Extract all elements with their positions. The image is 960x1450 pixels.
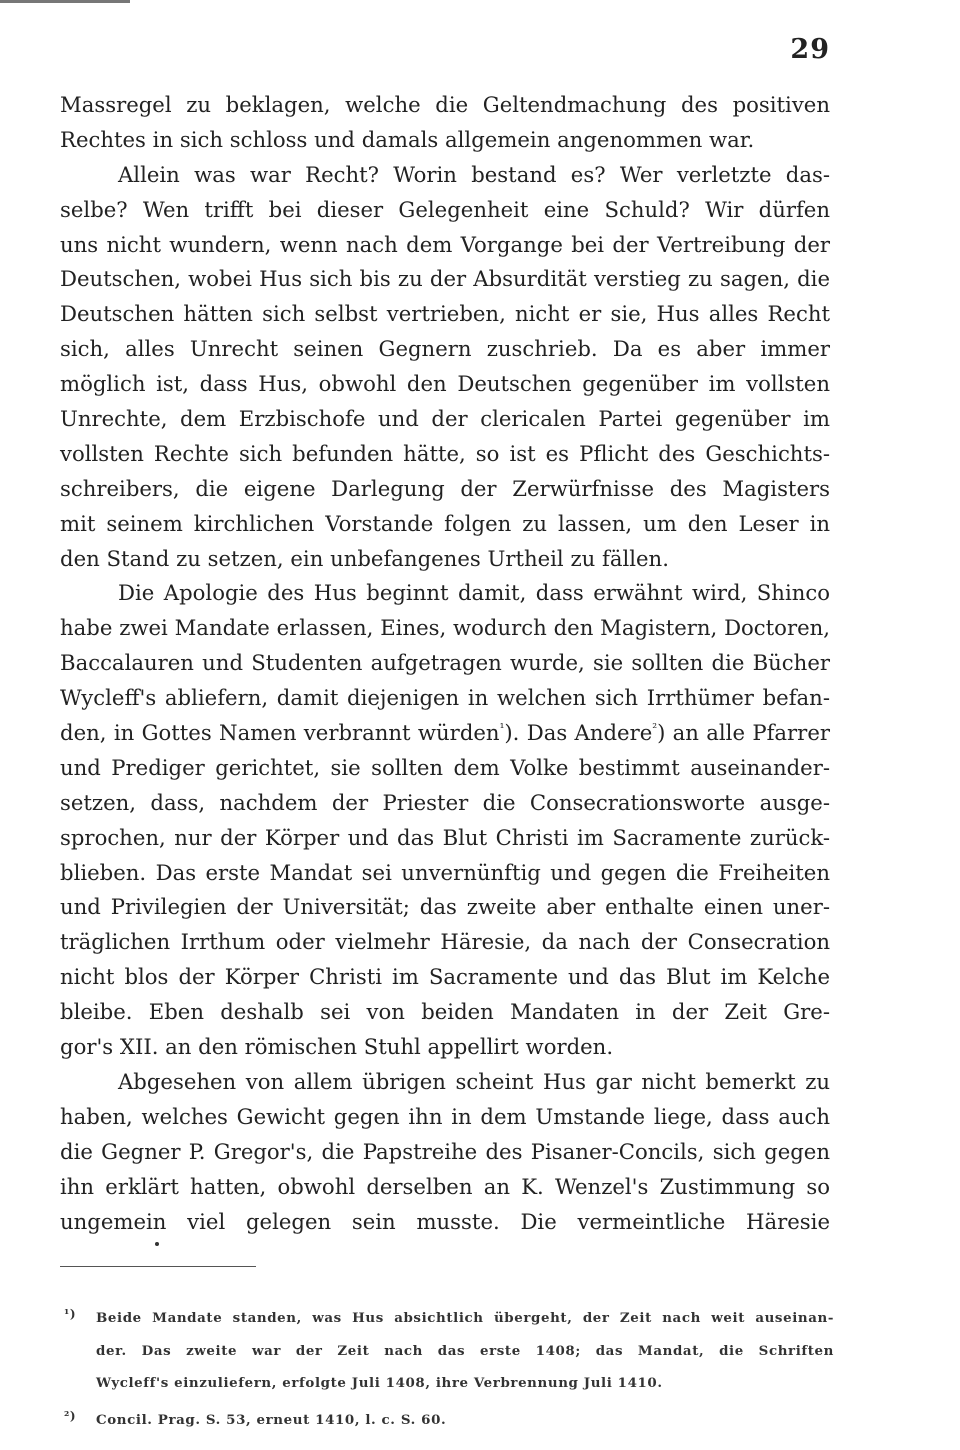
text-line: habe zwei Mandate erlassen, Eines, wodurch den Magistern, Doctoren, — [60, 615, 830, 641]
text-line: Allein was war Recht? Worin bestand es? Wer verletzte das- — [118, 161, 830, 187]
text-line: ihn erklärt hatten, obwohl derselben an K. Wenzel's Zustimmung so — [60, 1173, 830, 1199]
text-line: Baccalauren und Studenten aufgetragen wurde, sie sollten die Bücher — [60, 650, 830, 676]
text-line: Unrechte, dem Erzbischofe und der clericalen Partei gegenüber im — [60, 406, 830, 432]
text-line: bleibe. Eben deshalb sei von beiden Mandaten in der Zeit Gre- — [60, 999, 830, 1025]
text-line: setzen, dass, nachdem der Priester die Consecrationsworte ausge- — [60, 789, 830, 815]
body-text — [60, 88, 830, 1239]
text-line: selbe? Wen trifft bei dieser Gelegenheit eine Schuld? Wir dürfen — [60, 196, 830, 222]
text-line: sprochen, nur der Körper und das Blut Christi im Sacramente zurück- — [60, 824, 830, 850]
text-line: Deutschen, wobei Hus sich bis zu der Absurdität verstieg zu sagen, die — [60, 266, 830, 292]
text-fragment: den, in Gottes Namen verbrannt würden — [60, 720, 500, 746]
footnote-1-line: Wycleff's einzuliefern, erfolgte Juli 1408, ihre Verbrennung Juli 1410. — [96, 1375, 663, 1391]
text-line: uns nicht wundern, wenn nach dem Vorgange bei der Vertreibung der — [60, 231, 830, 257]
text-line: vollsten Rechte sich befunden hätte, so ist es Pflicht des Geschichts- — [60, 440, 830, 466]
footnote-1-line — [64, 1298, 834, 1335]
text-line: Rechtes in sich schloss und damals allgemein angenommen war. — [60, 126, 755, 152]
text-line: Wycleff's abliefern, damit diejenigen in welchen sich Irrthümer befan- — [60, 685, 830, 711]
text-line: und Privilegien der Universität; das zweite aber enthalte einen uner- — [60, 894, 830, 920]
text-line: haben, welches Gewicht gegen ihn in dem Umstande liege, dass auch — [60, 1103, 830, 1129]
text-line: ungemein viel gelegen sein musste. Die vermeintliche Häresie — [60, 1208, 830, 1234]
text-line: sich, alles Unrecht seinen Gegnern zuschrieb. Da es aber immer — [60, 336, 830, 362]
scan-corner-mark — [0, 0, 130, 3]
text-fragment: ). Das Andere — [504, 720, 653, 746]
footnote-1-mark: ¹) — [64, 1307, 77, 1321]
text-line: und Prediger gerichtet, sie sollten dem Volke bestimmt auseinander- — [60, 754, 830, 780]
ink-dot — [155, 1242, 159, 1246]
page-number: 29 — [790, 34, 830, 65]
text-line: blieben. Das erste Mandat sei unvernünftig und gegen die Freiheiten — [60, 859, 830, 885]
footnote-1-text: Beide Mandate standen, was Hus absichtlich übergeht, der Zeit nach weit auseinan- — [96, 1310, 834, 1326]
text-line: schreibers, die eigene Darlegung der Zerwürfnisse des Magisters — [60, 475, 830, 501]
text-line: gor's XII. an den römischen Stuhl appellirt worden. — [60, 1034, 614, 1060]
note-marker-2: ² — [652, 721, 658, 736]
text-line: Die Apologie des Hus beginnt damit, dass erwähnt wird, Shinco — [118, 580, 830, 606]
footnote-separator — [60, 1266, 256, 1267]
text-line: nicht blos der Körper Christi im Sacramente und das Blut im Kelche — [60, 964, 830, 990]
footnote-2-text: Concil. Prag. S. 53, erneut 1410, l. c. S. 60. — [96, 1411, 447, 1428]
text-line: Deutschen hätten sich selbst vertrieben, nicht er sie, Hus alles Recht — [60, 301, 830, 327]
text-line: träglichen Irrthum oder vielmehr Häresie, da nach der Consecration — [60, 929, 830, 955]
text-line: Abgesehen von allem übrigen scheint Hus gar nicht bemerkt zu — [118, 1068, 830, 1094]
text-line: möglich ist, dass Hus, obwohl den Deutschen gegenüber im vollsten — [60, 371, 830, 397]
footnote-2-line — [64, 1400, 834, 1437]
footnote-2-mark: ²) — [64, 1408, 77, 1423]
text-line-with-notes — [60, 716, 830, 751]
text-line: den Stand zu setzen, ein unbefangenes Urtheil zu fällen. — [60, 545, 669, 571]
text-line: Massregel zu beklagen, welche die Geltendmachung des positiven — [60, 92, 830, 117]
footnotes — [64, 1298, 834, 1436]
text-line: mit seinem kirchlichen Vorstande folgen zu lassen, um den Leser in — [60, 510, 830, 536]
text-fragment: ) an alle Pfarrer — [657, 720, 830, 746]
footnote-1-line: der. Das zweite war der Zeit nach das erste 1408; das Mandat, die Schriften — [96, 1342, 834, 1359]
note-marker-1: ¹ — [499, 721, 505, 736]
text-line: die Gegner P. Gregor's, die Papstreihe des Pisaner-Concils, sich gegen — [60, 1138, 830, 1164]
